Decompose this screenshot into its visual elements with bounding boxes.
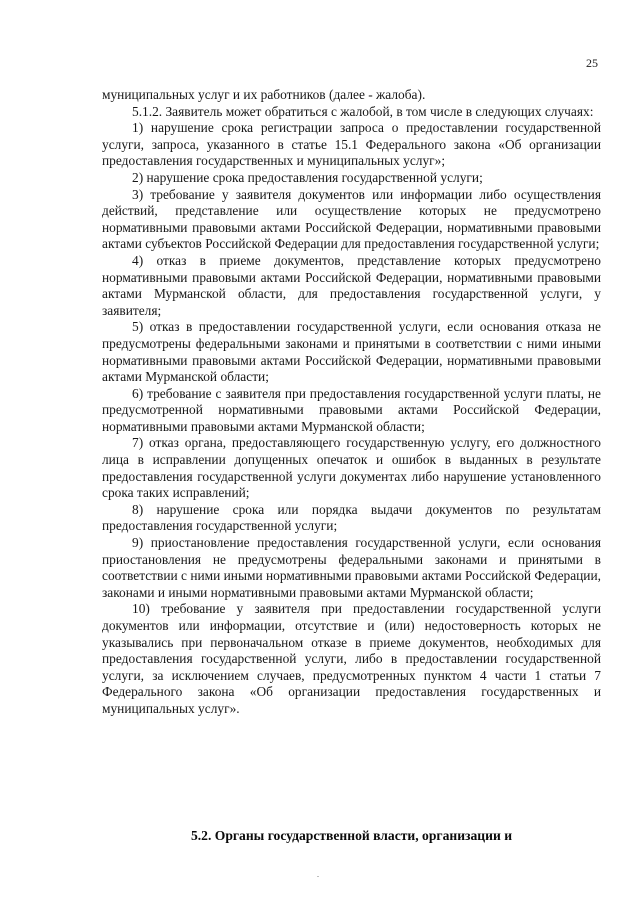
paragraph: муниципальных услуг и их работников (далее - жалоба). — [102, 87, 426, 102]
list-item: 8) нарушение срока или порядка выдачи документов по результатам предоставления государственной услуги; — [102, 501, 601, 534]
scan-speck — [317, 876, 319, 877]
page-number: 25 — [586, 56, 598, 70]
list-item: 1) нарушение срока регистрации запроса о предоставлении государственной услуги, запроса, указанного в статье 15.1 Федерального закона «Об организации предоставления государственных и муниципальных услуг»; — [102, 120, 601, 169]
paragraph: 5.1.2. Заявитель может обратиться с жалобой, в том числе в следующих случаях: — [132, 103, 594, 119]
list-item: 4) отказ в приеме документов, представление которых предусмотрено нормативными правовыми актами Российской Федерации, нормативными правовыми актами Мурманской области, для предоставления государственной услуги, у заявителя; — [102, 252, 601, 318]
section-heading: 5.2. Органы государственной власти, организации и — [190, 828, 513, 843]
list-item: 7) отказ органа, предоставляющего государственную услугу, его должностного лица в исправлении допущенных опечаток и ошибок в выданных в результате предоставления государственной услуги документах либо нарушение установленного срока таких исправлений; — [102, 435, 601, 501]
list-item: 10) требование у заявителя при предоставлении государственной услуги документов или информации, отсутствие и (или) недостоверность которых не указывались при первоначальном отказе в приеме документов, необходимых для предоставления государственной услуги, либо в предоставлении государственной услуги, за исключением случаев, предусмотренных пунктом 4 части 1 статьи 7 Федерального закона «Об организации предоставления государственных и муниципальных услуг». — [102, 601, 601, 716]
list-item: 3) требование у заявителя документов или информации либо осуществления действий, представление или осуществление которых не предусмотрено нормативными правовыми актами Российской Федерации, нормативными правовыми актами субъектов Российской Федерации для предоставления государственной услуги; — [102, 186, 601, 252]
body-text — [102, 87, 601, 718]
list-item: 2) нарушение срока предоставления государственной услуги; — [132, 169, 483, 185]
list-item: 9) приостановление предоставления государственной услуги, если основания приостановления не предусмотрены федеральными законами и принятыми в соответствии с ними иными нормативными правовыми актами Российской Федерации, законами и иными нормативными правовыми актами Мурманской области; — [102, 535, 601, 600]
list-item: 5) отказ в предоставлении государственной услуги, если основания отказа не предусмотрены федеральными законами и принятыми в соответствии с ними иными нормативными правовыми актами Российской Федерации, нормативными правовыми актами Мурманской области; — [102, 319, 601, 385]
list-item: 6) требование с заявителя при предоставления государственной услуги платы, не предусмотренной нормативными правовыми актами Российской Федерации, нормативными правовыми актами Мурманской области; — [102, 385, 601, 434]
